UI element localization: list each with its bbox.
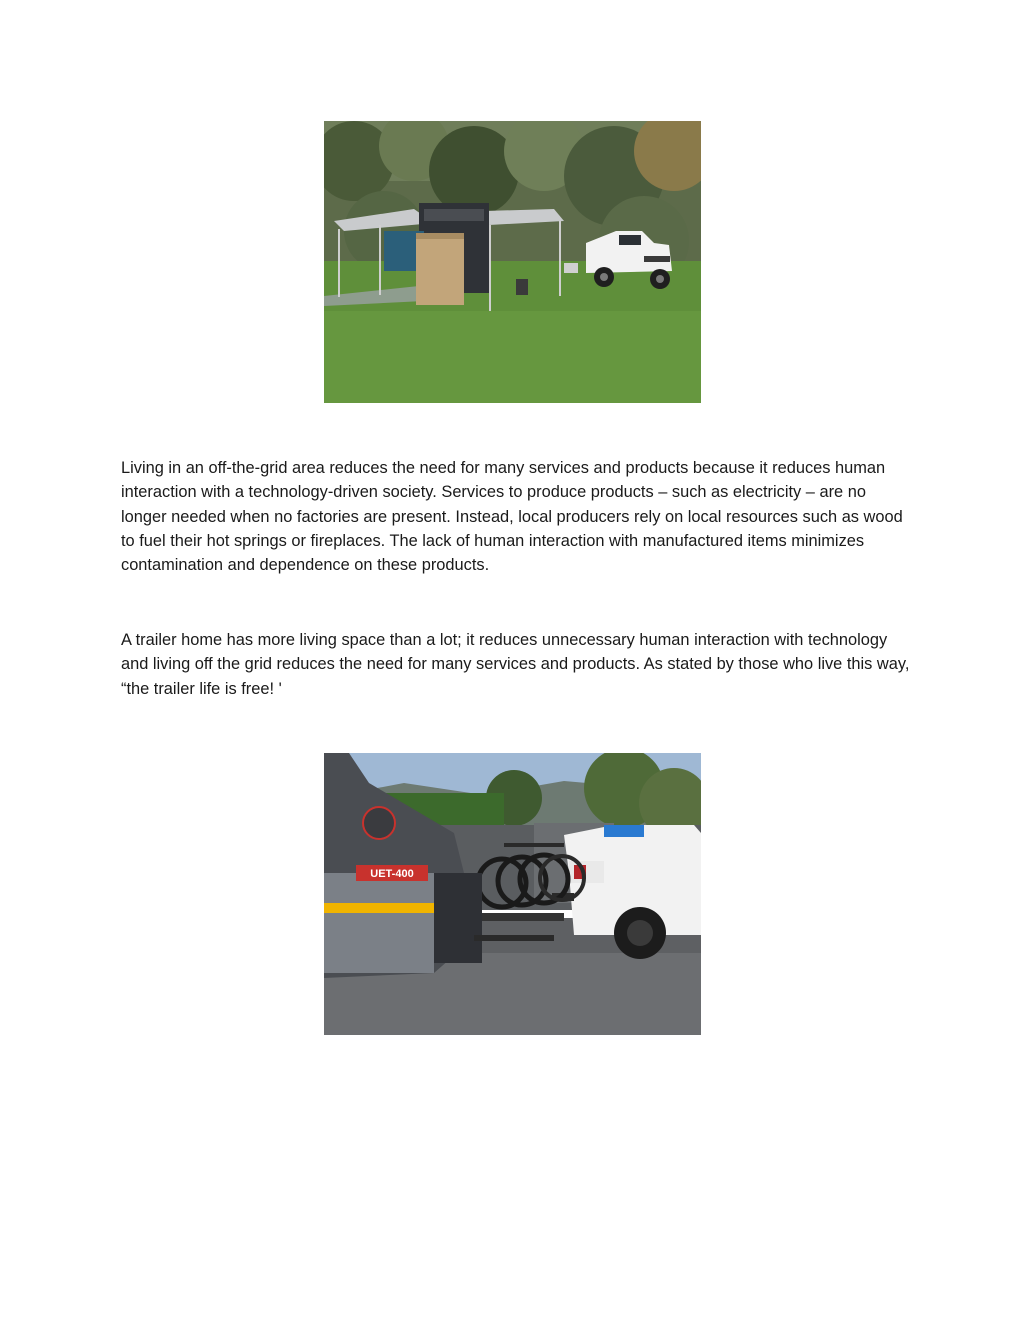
trailer-hitch-illustration <box>324 753 701 1035</box>
paragraph-off-grid: Living in an off-the-grid area reduces the need for many services and products because it reduces human interaction with a technology-driven society. Services to produce products – such as electricity – are no longer needed when no factories are present. Instead, local producers rely on local resources such as wood to fuel their hot springs or fireplaces. The lack of human interaction with manufactured items minimizes contamination and dependence on these products. <box>121 459 903 575</box>
trailer-hitch-photo <box>324 753 701 1035</box>
campsite-photo <box>324 121 701 403</box>
trailer-model-badge: UET-400 <box>370 868 414 880</box>
campsite-illustration <box>324 121 701 403</box>
paragraph-trailer-home: A trailer home has more living space than a lot; it reduces unnecessary human interaction with technology and living off the grid reduces the need for many services and products. As stated by those who live this way, “the trailer life is free! ' <box>121 631 910 698</box>
